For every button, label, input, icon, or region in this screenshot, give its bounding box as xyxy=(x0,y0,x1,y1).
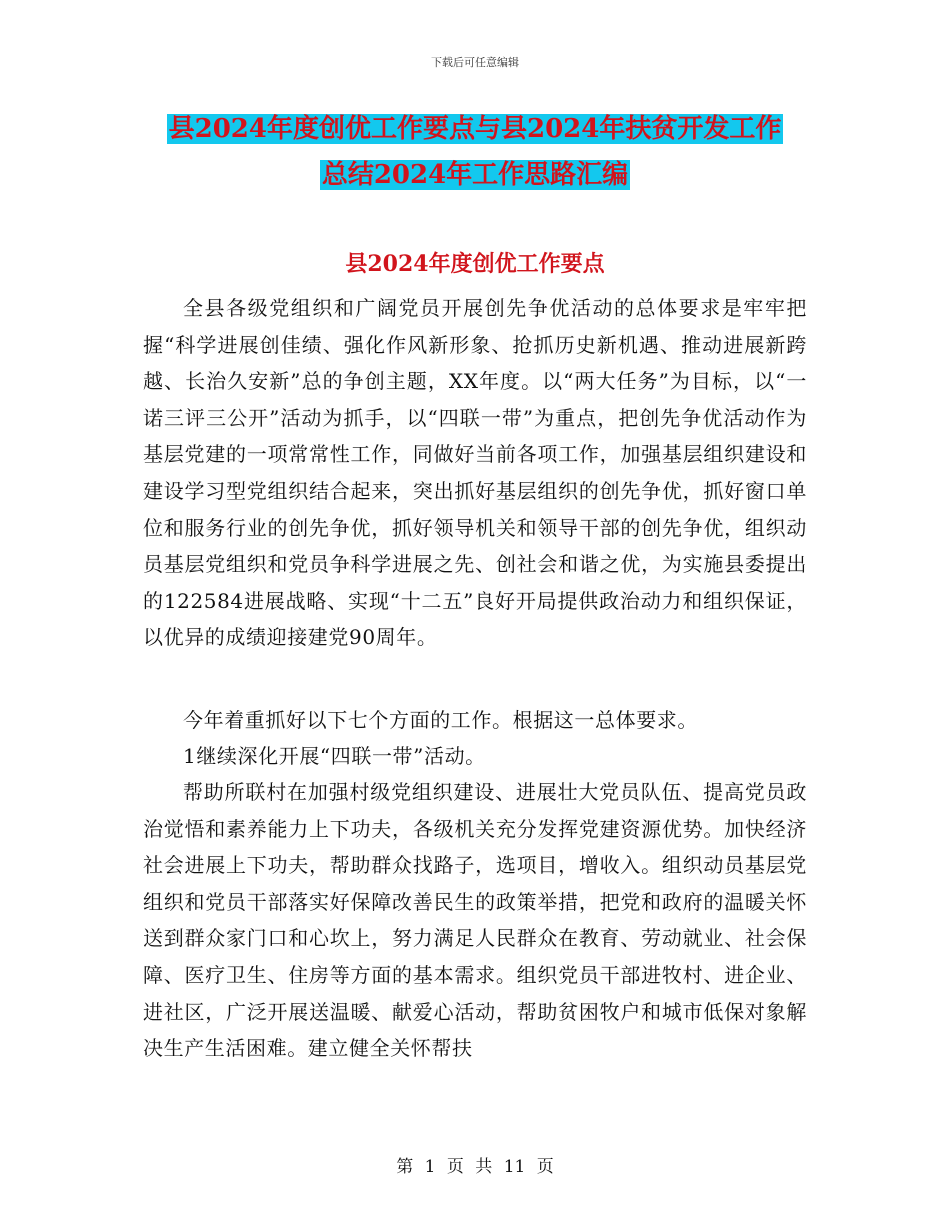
paragraph-text: 全县各级党组织和广阔党员开展创先争优活动的总体要求是牢牢把握“科学进展创佳绩、强化作风新形象、抢抓历史新机遇、推动进展新跨越、长治久安新”总的争创主题，XX年度。以“两大任务”为目标，以“一诺三评三公开”活动为抓手，以“四联一带”为重点，把创先争优活动作为基层党建的一项常常性工作，同做好当前各项工作，加强基层组织建设和建设学习型党组织结合起来，突出抓好基层组织的创先争优，抓好窗口单位和服务行业的创先争优，抓好领导机关和领导干部的创先争优，组织动员基层党组织和党员争科学进展之先、创社会和谐之优，为实施县委提出的122584进展战略、实现“十二五”良好开局提供政治动力和组织保证，以优异的成绩迎接建党90周年。 xyxy=(143,296,807,650)
document-title-line-2 xyxy=(0,155,950,195)
paragraph-text: 帮助所联村在加强村级党组织建设、进展壮大党员队伍、提高党员政治觉悟和素养能力上下功夫，各级机关充分发挥党建资源优势。加快经济社会进展上下功夫，帮助群众找路子，选项目，增收入。组织动员基层党组织和党员干部落实好保障改善民生的政策举措，把党和政府的温暖关怀送到群众家门口和心坎上，努力满足人民群众在教育、劳动就业、社会保障、医疗卫生、住房等方面的基本需求。组织党员干部进牧村、进企业、进社区，广泛开展送温暖、献爱心活动，帮助贫困牧户和城市低保对象解决生产生活困难。建立健全关怀帮扶 xyxy=(143,780,807,1061)
paragraph-text: 1继续深化开展“四联一带”活动。 xyxy=(183,744,486,768)
body-paragraph-2 xyxy=(143,702,807,739)
body-paragraph-3 xyxy=(143,738,807,775)
document-title-line-2-text: 总结2024年工作思路汇编 xyxy=(321,160,629,190)
section-title: 县2024年度创优工作要点 xyxy=(345,251,605,277)
body-paragraph-4 xyxy=(143,774,807,1067)
body-paragraph-1 xyxy=(143,290,807,656)
paragraph-text: 今年着重抓好以下七个方面的工作。根据这一总体要求。 xyxy=(183,708,698,732)
document-title-line-1 xyxy=(0,109,950,149)
document-title-line-1-text: 县2024年度创优工作要点与县2024年扶贫开发工作 xyxy=(168,114,782,144)
page-footer: 第 1 页 共 11 页 xyxy=(396,1157,554,1177)
header-note: 下载后可任意编辑 xyxy=(431,56,519,69)
